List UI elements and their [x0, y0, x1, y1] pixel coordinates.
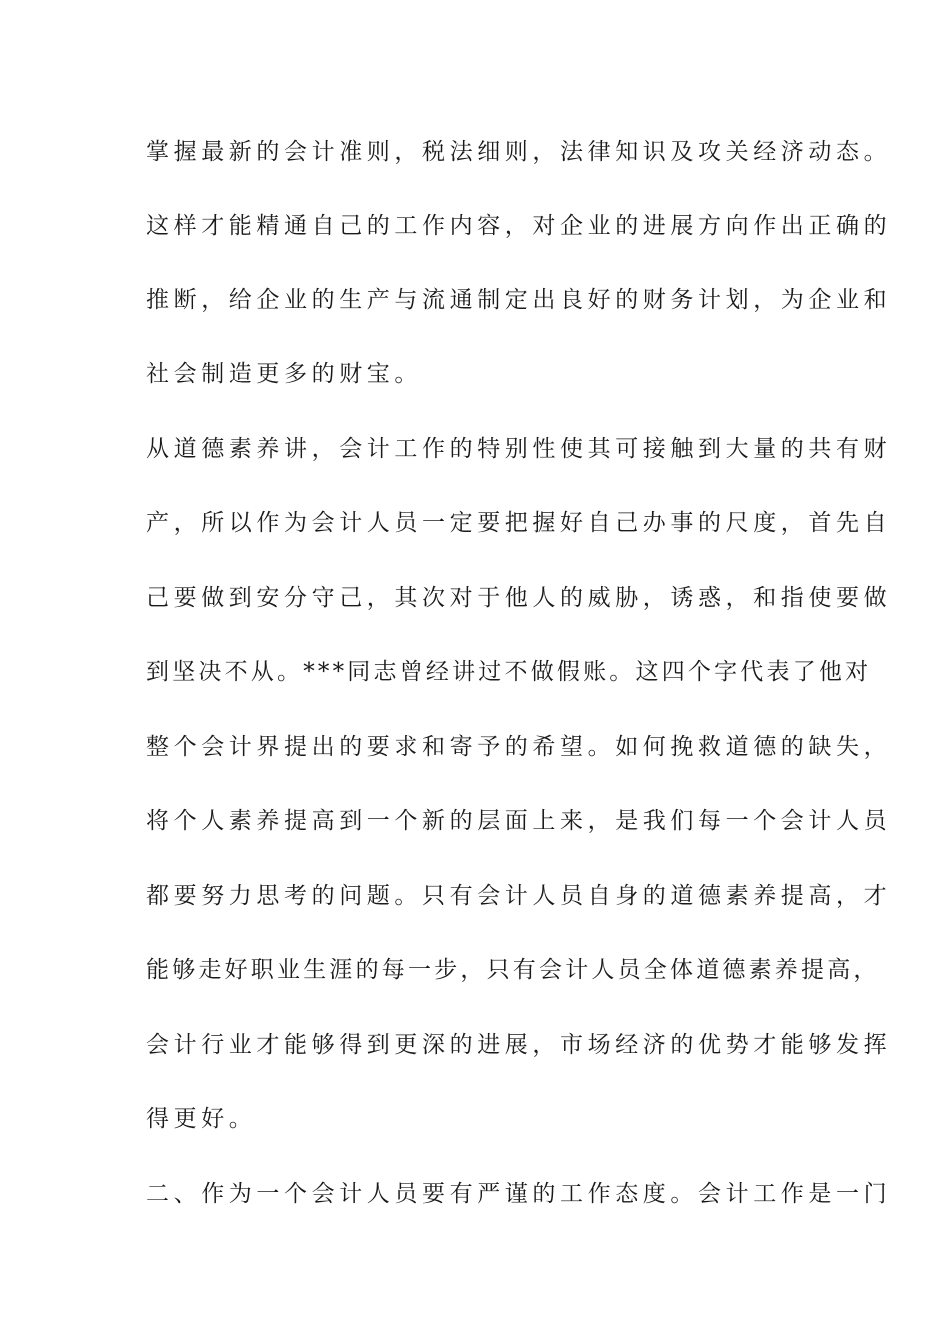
- text-line: 都要努力思考的问题。只有会计人员自身的道德素养提高，才: [146, 883, 892, 909]
- text-line: 这样才能精通自己的工作内容，对企业的进展方向作出正确的: [146, 213, 892, 239]
- text-line: 社会制造更多的财宝。: [146, 361, 422, 387]
- text-line: 整个会计界提出的要求和寄予的希望。如何挽救道德的缺失，: [146, 734, 892, 760]
- text-line: 产，所以作为会计人员一定要把握好自己办事的尺度，首先自: [146, 510, 892, 536]
- text-line: 掌握最新的会计准则，税法细则，法律知识及攻关经济动态。: [146, 139, 892, 165]
- text-line: 二、作为一个会计人员要有严谨的工作态度。会计工作是一门: [146, 1181, 892, 1207]
- text-line: 得更好。: [146, 1106, 257, 1132]
- text-line: 从道德素养讲，会计工作的特别性使其可接触到大量的共有财: [146, 436, 892, 462]
- text-line: 能够走好职业生涯的每一步，只有会计人员全体道德素养提高，: [146, 957, 880, 983]
- text-line: 到坚决不从。***同志曾经讲过不做假账。这四个字代表了他对: [146, 659, 872, 685]
- text-line: 推断，给企业的生产与流通制定出良好的财务计划，为企业和: [146, 287, 892, 313]
- text-line: 将个人素养提高到一个新的层面上来，是我们每一个会计人员: [146, 808, 892, 834]
- text-line: 己要做到安分守己，其次对于他人的威胁，诱惑，和指使要做: [146, 585, 892, 611]
- text-line: 会计行业才能够得到更深的进展，市场经济的优势才能够发挥: [146, 1032, 892, 1058]
